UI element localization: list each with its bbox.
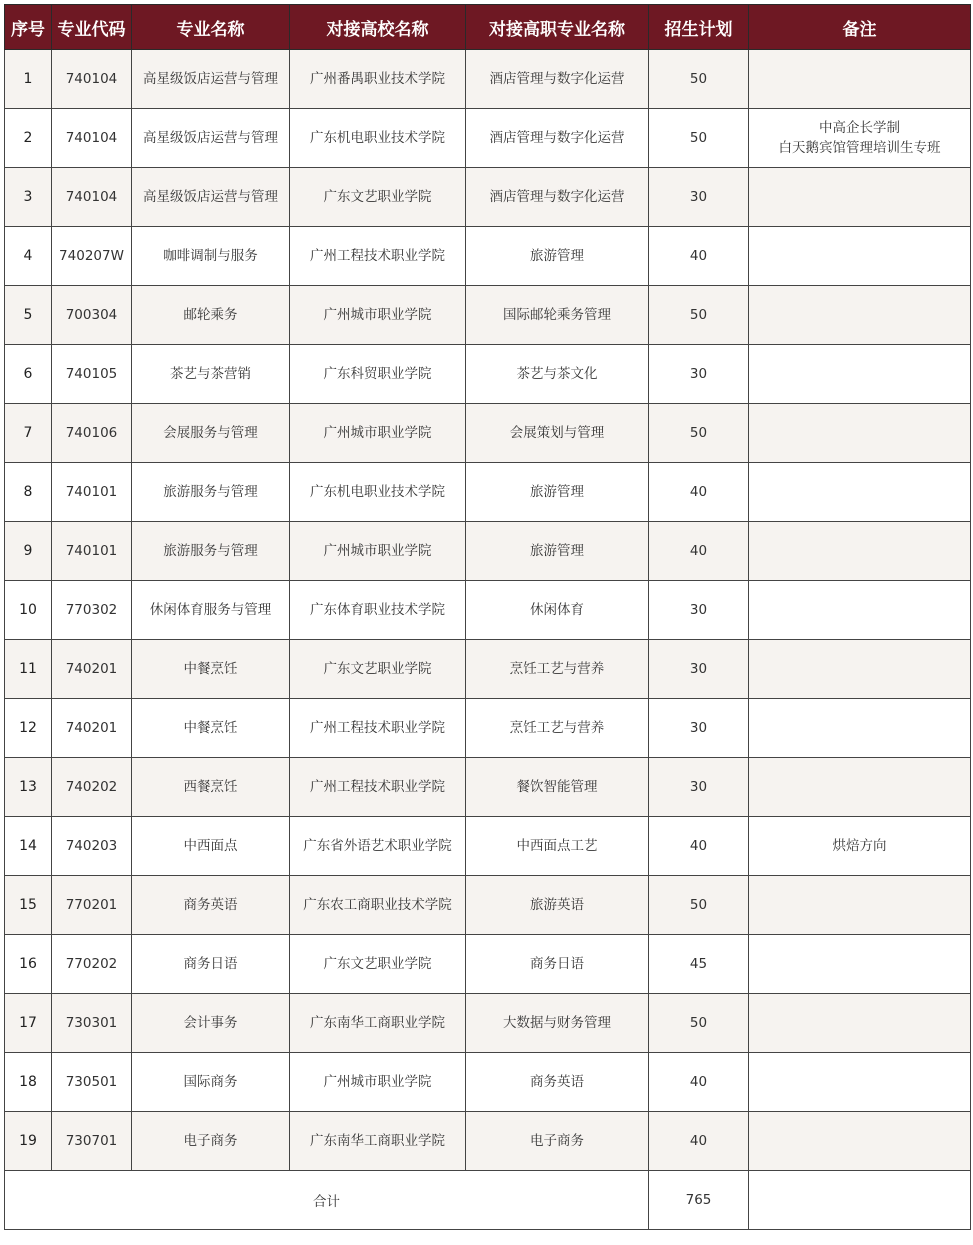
note-cell [749, 522, 971, 581]
code-cell: 740104 [52, 50, 132, 109]
note-cell [749, 345, 971, 404]
code-cell: 770302 [52, 581, 132, 640]
seq-cell: 9 [5, 522, 52, 581]
seq-cell: 14 [5, 817, 52, 876]
total-row [5, 1171, 971, 1230]
total-label: 合计 [5, 1171, 649, 1230]
code-cell: 770201 [52, 876, 132, 935]
partner-cell: 广东机电职业技术学院 [290, 463, 466, 522]
note-cell [749, 581, 971, 640]
code-cell: 730301 [52, 994, 132, 1053]
partner-cell: 广东文艺职业学院 [290, 935, 466, 994]
partner-cell: 广东农工商职业技术学院 [290, 876, 466, 935]
table-row [5, 699, 971, 758]
partner-cell: 广东南华工商职业学院 [290, 994, 466, 1053]
partner-cell: 广东南华工商职业学院 [290, 1112, 466, 1171]
partner-cell: 广州城市职业学院 [290, 286, 466, 345]
table-row [5, 109, 971, 168]
table-row [5, 876, 971, 935]
major-cell: 中餐烹饪 [132, 640, 290, 699]
major-cell: 会展服务与管理 [132, 404, 290, 463]
major-cell: 中西面点 [132, 817, 290, 876]
partner-cell: 广州城市职业学院 [290, 1053, 466, 1112]
major-cell: 商务日语 [132, 935, 290, 994]
partner-cell: 广州城市职业学院 [290, 404, 466, 463]
table-header-row [5, 5, 971, 50]
header-partner: 对接高校名称 [290, 5, 466, 50]
quota-cell: 30 [649, 168, 749, 227]
quota-cell: 50 [649, 876, 749, 935]
table-row [5, 640, 971, 699]
quota-cell: 30 [649, 345, 749, 404]
code-cell: 740105 [52, 345, 132, 404]
code-cell: 740104 [52, 109, 132, 168]
seq-cell: 5 [5, 286, 52, 345]
table-row [5, 286, 971, 345]
partner-cell: 广东科贸职业学院 [290, 345, 466, 404]
code-cell: 740202 [52, 758, 132, 817]
note-cell [749, 817, 971, 876]
note-cell [749, 1053, 971, 1112]
code-cell: 730501 [52, 1053, 132, 1112]
table-row [5, 935, 971, 994]
partner-major-cell: 中西面点工艺 [466, 817, 649, 876]
header-note: 备注 [749, 5, 971, 50]
seq-cell: 19 [5, 1112, 52, 1171]
partner-cell: 广州工程技术职业学院 [290, 758, 466, 817]
quota-cell: 50 [649, 994, 749, 1053]
partner-cell: 广州城市职业学院 [290, 522, 466, 581]
table-row [5, 1112, 971, 1171]
table-row [5, 817, 971, 876]
partner-cell: 广东省外语艺术职业学院 [290, 817, 466, 876]
note-cell [749, 168, 971, 227]
partner-major-cell: 旅游管理 [466, 463, 649, 522]
seq-cell: 1 [5, 50, 52, 109]
quota-cell: 40 [649, 227, 749, 286]
note-cell [749, 935, 971, 994]
quota-cell: 30 [649, 758, 749, 817]
partner-major-cell: 会展策划与管理 [466, 404, 649, 463]
partner-major-cell: 餐饮智能管理 [466, 758, 649, 817]
note-cell [749, 109, 971, 168]
partner-major-cell: 烹饪工艺与营养 [466, 640, 649, 699]
partner-major-cell: 大数据与财务管理 [466, 994, 649, 1053]
seq-cell: 7 [5, 404, 52, 463]
header-partner-major: 对接高职专业名称 [466, 5, 649, 50]
seq-cell: 3 [5, 168, 52, 227]
total-quota: 765 [649, 1171, 749, 1230]
seq-cell: 17 [5, 994, 52, 1053]
note-cell [749, 1112, 971, 1171]
seq-cell: 2 [5, 109, 52, 168]
partner-major-cell: 酒店管理与数字化运营 [466, 109, 649, 168]
quota-cell: 50 [649, 50, 749, 109]
major-cell: 商务英语 [132, 876, 290, 935]
enrollment-plan-table [4, 4, 971, 1230]
partner-major-cell: 烹饪工艺与营养 [466, 699, 649, 758]
partner-major-cell: 休闲体育 [466, 581, 649, 640]
seq-cell: 16 [5, 935, 52, 994]
code-cell: 770202 [52, 935, 132, 994]
header-seq: 序号 [5, 5, 52, 50]
quota-cell: 50 [649, 109, 749, 168]
header-major: 专业名称 [132, 5, 290, 50]
major-cell: 旅游服务与管理 [132, 522, 290, 581]
partner-major-cell: 商务英语 [466, 1053, 649, 1112]
code-cell: 700304 [52, 286, 132, 345]
partner-major-cell: 旅游英语 [466, 876, 649, 935]
major-cell: 旅游服务与管理 [132, 463, 290, 522]
seq-cell: 18 [5, 1053, 52, 1112]
header-quota: 招生计划 [649, 5, 749, 50]
seq-cell: 11 [5, 640, 52, 699]
table-row [5, 50, 971, 109]
partner-major-cell: 旅游管理 [466, 522, 649, 581]
code-cell: 740101 [52, 463, 132, 522]
major-cell: 高星级饭店运营与管理 [132, 168, 290, 227]
note-line-2: 白天鹅宾馆管理培训生专班 [778, 140, 941, 156]
partner-cell: 广东机电职业技术学院 [290, 109, 466, 168]
major-cell: 国际商务 [132, 1053, 290, 1112]
code-cell: 740106 [52, 404, 132, 463]
quota-cell: 50 [649, 404, 749, 463]
quota-cell: 40 [649, 522, 749, 581]
major-cell: 休闲体育服务与管理 [132, 581, 290, 640]
partner-major-cell: 酒店管理与数字化运营 [466, 168, 649, 227]
code-cell: 740207W [52, 227, 132, 286]
seq-cell: 15 [5, 876, 52, 935]
table-row [5, 581, 971, 640]
table-row [5, 404, 971, 463]
partner-cell: 广东体育职业技术学院 [290, 581, 466, 640]
note-cell [749, 286, 971, 345]
quota-cell: 30 [649, 699, 749, 758]
table-row [5, 1053, 971, 1112]
seq-cell: 8 [5, 463, 52, 522]
code-cell: 740101 [52, 522, 132, 581]
partner-major-cell: 旅游管理 [466, 227, 649, 286]
quota-cell: 40 [649, 1112, 749, 1171]
partner-cell: 广东文艺职业学院 [290, 168, 466, 227]
partner-cell: 广东文艺职业学院 [290, 640, 466, 699]
quota-cell: 30 [649, 581, 749, 640]
partner-cell: 广州工程技术职业学院 [290, 227, 466, 286]
partner-cell: 广州工程技术职业学院 [290, 699, 466, 758]
code-cell: 740203 [52, 817, 132, 876]
code-cell: 730701 [52, 1112, 132, 1171]
major-cell: 咖啡调制与服务 [132, 227, 290, 286]
note-cell [749, 50, 971, 109]
code-cell: 740104 [52, 168, 132, 227]
header-code: 专业代码 [52, 5, 132, 50]
major-cell: 高星级饭店运营与管理 [132, 50, 290, 109]
major-cell: 中餐烹饪 [132, 699, 290, 758]
table-row [5, 463, 971, 522]
table-row [5, 758, 971, 817]
seq-cell: 4 [5, 227, 52, 286]
code-cell: 740201 [52, 699, 132, 758]
table-row [5, 227, 971, 286]
note-line: 中高企长学制 [819, 120, 900, 136]
quota-cell: 45 [649, 935, 749, 994]
major-cell: 高星级饭店运营与管理 [132, 109, 290, 168]
major-cell: 西餐烹饪 [132, 758, 290, 817]
note-cell [749, 699, 971, 758]
note-cell [749, 463, 971, 522]
partner-major-cell: 国际邮轮乘务管理 [466, 286, 649, 345]
seq-cell: 12 [5, 699, 52, 758]
note-cell [749, 227, 971, 286]
major-cell: 茶艺与茶营销 [132, 345, 290, 404]
quota-cell: 40 [649, 1053, 749, 1112]
table-row [5, 168, 971, 227]
partner-major-cell: 茶艺与茶文化 [466, 345, 649, 404]
partner-major-cell: 酒店管理与数字化运营 [466, 50, 649, 109]
table-body [5, 50, 971, 1171]
table-row [5, 994, 971, 1053]
quota-cell: 40 [649, 817, 749, 876]
note-cell [749, 640, 971, 699]
quota-cell: 30 [649, 640, 749, 699]
major-cell: 会计事务 [132, 994, 290, 1053]
note-cell [749, 876, 971, 935]
note-cell [749, 994, 971, 1053]
note-cell [749, 758, 971, 817]
note-line: 烘焙方向 [832, 838, 887, 854]
major-cell: 邮轮乘务 [132, 286, 290, 345]
seq-cell: 13 [5, 758, 52, 817]
table-row [5, 522, 971, 581]
quota-cell: 50 [649, 286, 749, 345]
seq-cell: 6 [5, 345, 52, 404]
note-cell [749, 404, 971, 463]
partner-major-cell: 商务日语 [466, 935, 649, 994]
major-cell: 电子商务 [132, 1112, 290, 1171]
quota-cell: 40 [649, 463, 749, 522]
code-cell: 740201 [52, 640, 132, 699]
partner-major-cell: 电子商务 [466, 1112, 649, 1171]
total-note [749, 1171, 971, 1230]
seq-cell: 10 [5, 581, 52, 640]
table-row [5, 345, 971, 404]
partner-cell: 广州番禺职业技术学院 [290, 50, 466, 109]
